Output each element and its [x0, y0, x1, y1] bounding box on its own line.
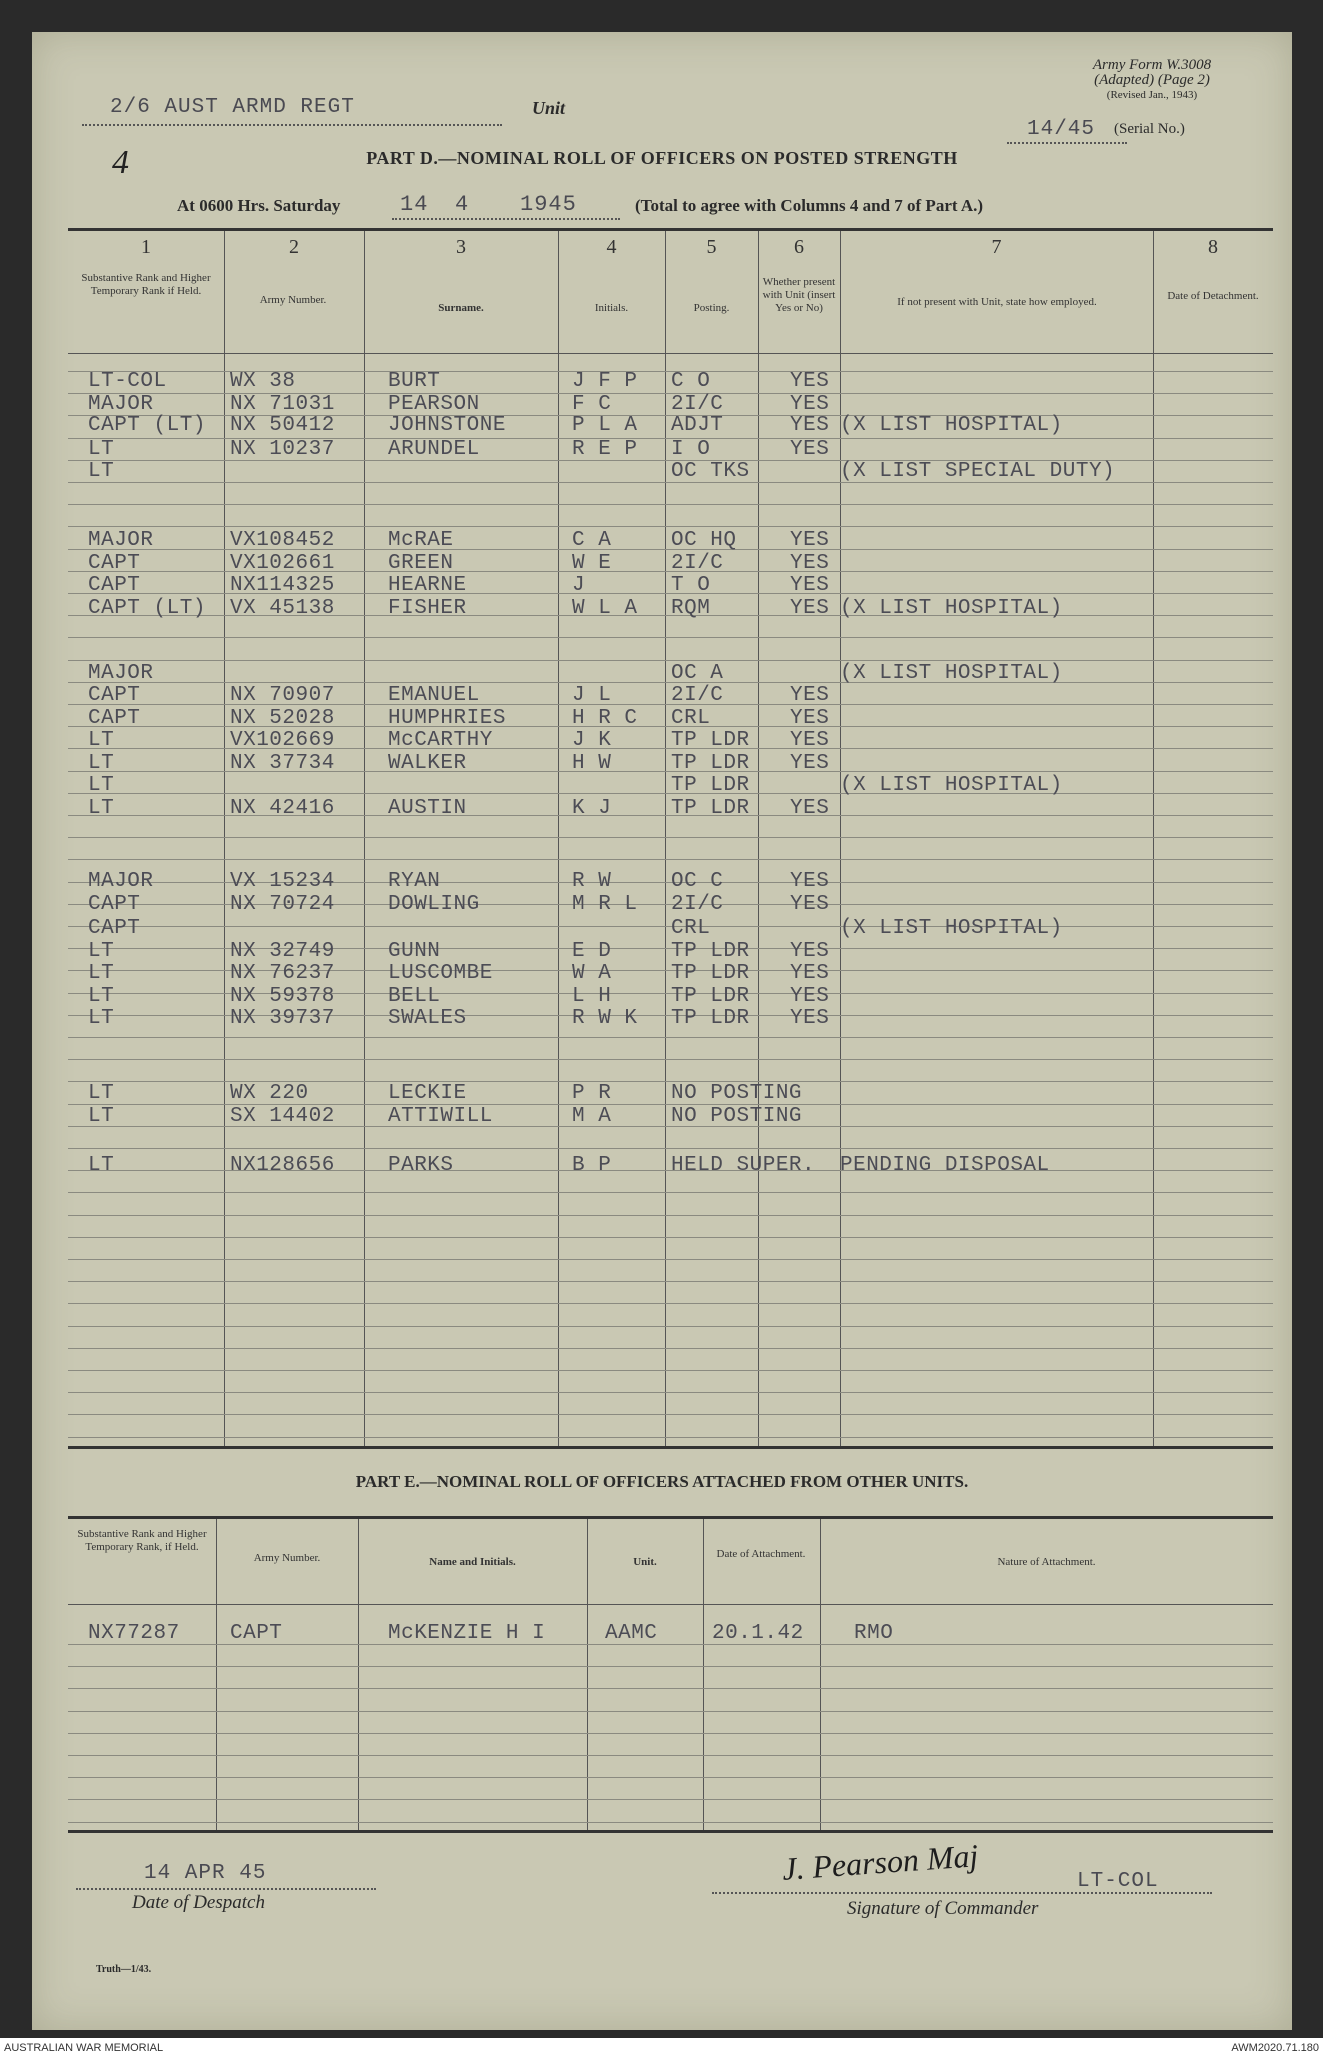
- date-line: [392, 218, 620, 220]
- pe-cell: McKENZIE H I: [388, 1622, 546, 1645]
- col-number: 1: [141, 236, 151, 258]
- part-e-bottom-rule: [68, 1830, 1273, 1833]
- cell-num: SX 14402: [230, 1105, 335, 1128]
- cell-num: WX 220: [230, 1082, 309, 1105]
- cell-surname: FISHER: [388, 597, 467, 620]
- cell-num: NX 37734: [230, 752, 335, 775]
- ruled-line: [68, 1755, 1273, 1756]
- ruled-line: [68, 1733, 1273, 1734]
- cell-num: NX 59378: [230, 985, 335, 1008]
- cell-employed: (X LIST HOSPITAL): [840, 774, 1063, 797]
- cell-rank: LT: [88, 1082, 115, 1105]
- cell-rank: LT: [88, 1154, 115, 1177]
- cell-init: J L: [572, 684, 612, 707]
- cell-rank: LT: [88, 985, 115, 1008]
- col-number: 3: [456, 236, 466, 258]
- col-header-army-number: Army Number.: [259, 294, 327, 306]
- form-id-block: [1032, 58, 1272, 103]
- caption-bar: [0, 2038, 1323, 2061]
- cell-posting: 2I/C: [671, 552, 724, 575]
- cell-surname: AUSTIN: [388, 797, 467, 820]
- col-divider: [364, 231, 365, 1446]
- cell-rank: CAPT: [88, 574, 141, 597]
- col-divider: [216, 1519, 217, 1830]
- col-number: 2: [289, 236, 299, 258]
- cell-posting: TP LDR: [671, 1007, 750, 1030]
- cell-num: VX102669: [230, 729, 335, 752]
- form-adapted: (Adapted) (Page 2): [1094, 72, 1210, 88]
- ruled-line: [68, 1237, 1273, 1238]
- cell-surname: GREEN: [388, 552, 454, 575]
- cell-posting: OC C: [671, 870, 724, 893]
- cell-posting: TP LDR: [671, 752, 750, 775]
- cell-posting: CRL: [671, 707, 711, 730]
- col-number: 4: [606, 236, 617, 258]
- cell-posting: NO POSTING: [671, 1105, 803, 1128]
- col-header-rank: Substantive Rank and Higher Temporary Rank if Held.: [81, 272, 211, 297]
- cell-present: YES: [790, 797, 830, 820]
- cell-rank: LT: [88, 752, 115, 775]
- cell-num: NX 42416: [230, 797, 335, 820]
- pe-header-name: Name and Initials.: [429, 1556, 516, 1568]
- cell-rank: MAJOR: [88, 662, 154, 685]
- cell-init: H R C: [572, 707, 638, 730]
- col-number: 6: [794, 236, 804, 258]
- cell-posting: TP LDR: [671, 962, 750, 985]
- cell-present: YES: [790, 1007, 830, 1030]
- cell-surname: WALKER: [388, 752, 467, 775]
- cell-present: YES: [790, 962, 830, 985]
- cell-present: YES: [790, 707, 830, 730]
- ruled-line: [68, 660, 1273, 661]
- cell-rank: LT: [88, 1105, 115, 1128]
- cell-posting: TP LDR: [671, 797, 750, 820]
- cell-posting: T O: [671, 574, 711, 597]
- ruled-line: [68, 504, 1273, 505]
- cell-init: B P: [572, 1154, 612, 1177]
- cell-num: VX102661: [230, 552, 335, 575]
- cell-present: YES: [790, 870, 830, 893]
- cell-num: NX 10237: [230, 438, 335, 461]
- cell-present: YES: [790, 552, 830, 575]
- ruled-line: [68, 1666, 1273, 1667]
- cell-surname: LECKIE: [388, 1082, 467, 1105]
- cell-present: YES: [790, 729, 830, 752]
- cell-surname: PEARSON: [388, 393, 480, 416]
- col-divider: [758, 231, 759, 1446]
- pe-cell: RMO: [854, 1622, 894, 1645]
- cell-init: R W K: [572, 1007, 638, 1030]
- pe-header-nature: Nature of Attachment.: [997, 1556, 1096, 1568]
- cell-rank: LT: [88, 729, 115, 752]
- cell-present: YES: [790, 574, 830, 597]
- cell-rank: CAPT (LT): [88, 597, 206, 620]
- header-rule: [68, 353, 1273, 354]
- unit-label: Unit: [532, 98, 566, 118]
- signature: J. Pearson Maj: [780, 1837, 980, 1887]
- ruled-line: [68, 1059, 1273, 1060]
- cell-num: NX 70907: [230, 684, 335, 707]
- cell-present: YES: [790, 752, 830, 775]
- serial-label: (Serial No.): [1114, 121, 1185, 137]
- ruled-line: [68, 837, 1273, 838]
- handwritten-mark: 4: [112, 144, 129, 181]
- col-divider: [224, 231, 225, 1446]
- ruled-line: [68, 1148, 1273, 1149]
- cell-present: YES: [790, 393, 830, 416]
- cell-rank: CAPT: [88, 707, 141, 730]
- cell-employed: (X LIST HOSPITAL): [840, 917, 1063, 940]
- ruled-line: [68, 1259, 1273, 1260]
- cell-surname: EMANUEL: [388, 684, 480, 707]
- col-divider: [1153, 231, 1154, 1446]
- cell-posting: ADJT: [671, 414, 724, 437]
- cell-surname: ATTIWILL: [388, 1105, 493, 1128]
- ruled-line: [68, 1777, 1273, 1778]
- cell-surname: McRAE: [388, 529, 454, 552]
- ruled-line: [68, 1711, 1273, 1712]
- pe-cell: CAPT: [230, 1622, 283, 1645]
- cell-num: WX 38: [230, 370, 296, 393]
- print-code: Truth—1/43.: [96, 1964, 152, 1975]
- at-line-prefix: At 0600 Hrs. Saturday: [177, 196, 341, 215]
- cell-employed: (X LIST SPECIAL DUTY): [840, 460, 1116, 483]
- col-header-detachment: Date of Detachment.: [1167, 290, 1259, 302]
- cell-num: NX128656: [230, 1154, 335, 1177]
- form-title: Army Form W.3008: [1092, 57, 1212, 73]
- cell-present: YES: [790, 529, 830, 552]
- col-header-surname: Surname.: [438, 302, 484, 314]
- serial-value: 14/45: [1027, 118, 1096, 141]
- cell-rank: CAPT (LT): [88, 414, 206, 437]
- col-header-employed: If not present with Unit, state how employed.: [897, 296, 1097, 308]
- cell-posting: 2I/C: [671, 684, 724, 707]
- ruled-line: [68, 526, 1273, 527]
- cell-init: M R L: [572, 893, 638, 916]
- despatch-label: Date of Despatch: [132, 1892, 265, 1913]
- cell-surname: McCARTHY: [388, 729, 493, 752]
- cell-init: F C: [572, 393, 612, 416]
- cell-surname: HUMPHRIES: [388, 707, 506, 730]
- cell-init: J K: [572, 729, 612, 752]
- cell-init: W L A: [572, 597, 638, 620]
- cell-posting: TP LDR: [671, 985, 750, 1008]
- cell-num: VX108452: [230, 529, 335, 552]
- signature-label: Signature of Commander: [847, 1898, 1039, 1919]
- cell-present: YES: [790, 370, 830, 393]
- cell-present: YES: [790, 893, 830, 916]
- cell-init: E D: [572, 940, 612, 963]
- ruled-line: [68, 1037, 1273, 1038]
- cell-posting: TP LDR: [671, 729, 750, 752]
- form-page: [32, 32, 1292, 2030]
- col-header-present: Whether present with Unit (insert Yes or No): [762, 276, 836, 314]
- ruled-line: [68, 1326, 1273, 1327]
- table-bottom-rule: [68, 1446, 1273, 1449]
- col-divider: [665, 231, 666, 1446]
- cell-init: L H: [572, 985, 612, 1008]
- cell-surname: GUNN: [388, 940, 441, 963]
- cell-present: YES: [790, 684, 830, 707]
- signature-rank: LT-COL: [1077, 1870, 1159, 1893]
- cell-surname: HEARNE: [388, 574, 467, 597]
- at-line-suffix: (Total to agree with Columns 4 and 7 of Part A.): [635, 196, 984, 215]
- cell-num: VX 15234: [230, 870, 335, 893]
- cell-surname: LUSCOMBE: [388, 962, 493, 985]
- cell-rank: LT: [88, 962, 115, 985]
- ruled-line: [68, 1370, 1273, 1371]
- cell-posting: OC HQ: [671, 529, 737, 552]
- ruled-line: [68, 1348, 1273, 1349]
- cell-posting: OC A: [671, 662, 724, 685]
- despatch-line: [76, 1888, 376, 1890]
- cell-present: YES: [790, 985, 830, 1008]
- caption-left: AUSTRALIAN WAR MEMORIAL: [4, 2042, 164, 2054]
- cell-posting: 2I/C: [671, 393, 724, 416]
- cell-surname: JOHNSTONE: [388, 414, 506, 437]
- cell-employed: (X LIST HOSPITAL): [840, 597, 1063, 620]
- ruled-line: [68, 637, 1273, 638]
- cell-posting: HELD SUPER.: [671, 1154, 816, 1177]
- col-header-posting: Posting.: [693, 302, 730, 314]
- cell-surname: RYAN: [388, 870, 441, 893]
- pe-header-rank: Substantive Rank and Higher Temporary Rank, if Held.: [77, 1528, 207, 1553]
- cell-surname: BURT: [388, 370, 441, 393]
- ruled-line: [68, 1688, 1273, 1689]
- table-top-rule: [68, 228, 1273, 231]
- cell-init: J F P: [572, 370, 638, 393]
- cell-surname: DOWLING: [388, 893, 480, 916]
- cell-posting: NO POSTING: [671, 1082, 803, 1105]
- cell-num: NX 39737: [230, 1007, 335, 1030]
- ruled-line: [68, 1303, 1273, 1304]
- cell-rank: MAJOR: [88, 393, 154, 416]
- ruled-line: [68, 1392, 1273, 1393]
- cell-posting: C O: [671, 370, 711, 393]
- col-number: 7: [991, 236, 1002, 258]
- cell-num: NX 70724: [230, 893, 335, 916]
- pe-cell: AAMC: [605, 1622, 658, 1645]
- pe-header-date: Date of Attachment.: [716, 1548, 806, 1560]
- cell-num: NX 32749: [230, 940, 335, 963]
- cell-present: YES: [790, 438, 830, 461]
- cell-surname: ARUNDEL: [388, 438, 480, 461]
- cell-rank: CAPT: [88, 893, 141, 916]
- cell-posting: CRL: [671, 917, 711, 940]
- date-day: 14: [400, 192, 429, 217]
- cell-present: YES: [790, 597, 830, 620]
- pe-header-unit: Unit.: [633, 1556, 657, 1568]
- despatch-value: 14 APR 45: [144, 1862, 267, 1885]
- unit-value: 2/6 AUST ARMD REGT: [110, 96, 355, 119]
- cell-rank: LT: [88, 774, 115, 797]
- cell-rank: LT: [88, 940, 115, 963]
- col-number: 5: [706, 236, 717, 258]
- cell-num: NX 76237: [230, 962, 335, 985]
- date-year: 1945: [520, 192, 577, 217]
- cell-present: YES: [790, 940, 830, 963]
- cell-rank: LT: [88, 1007, 115, 1030]
- ruled-line: [68, 1215, 1273, 1216]
- pe-header-army-number: Army Number.: [253, 1552, 321, 1564]
- part-e-header-rule: [68, 1604, 1273, 1605]
- cell-rank: LT: [88, 460, 115, 483]
- cell-posting: TP LDR: [671, 774, 750, 797]
- col-number: 8: [1208, 236, 1218, 258]
- caption-right: AWM2020.71.180: [1231, 2042, 1319, 2054]
- form-revised: (Revised Jan., 1943): [1106, 89, 1198, 101]
- cell-init: J: [572, 574, 586, 597]
- part-e-top-rule: [68, 1516, 1273, 1519]
- cell-init: W A: [572, 962, 612, 985]
- part-d-title: PART D.—NOMINAL ROLL OF OFFICERS ON POSTED STRENGTH: [366, 148, 958, 168]
- part-e-title: PART E.—NOMINAL ROLL OF OFFICERS ATTACHED FROM OTHER UNITS.: [355, 1472, 969, 1491]
- cell-init: K J: [572, 797, 612, 820]
- cell-rank: LT: [88, 438, 115, 461]
- ruled-line: [68, 1437, 1273, 1438]
- cell-posting: RQM: [671, 597, 711, 620]
- pe-cell: NX77287: [88, 1622, 180, 1645]
- cell-rank: CAPT: [88, 552, 141, 575]
- cell-num: VX 45138: [230, 597, 335, 620]
- cell-rank: LT: [88, 797, 115, 820]
- cell-surname: SWALES: [388, 1007, 467, 1030]
- cell-employed: PENDING DISPOSAL: [840, 1154, 1050, 1177]
- cell-init: R W: [572, 870, 612, 893]
- cell-posting: OC TKS: [671, 460, 750, 483]
- cell-init: W E: [572, 552, 612, 575]
- cell-posting: TP LDR: [671, 940, 750, 963]
- cell-num: NX 52028: [230, 707, 335, 730]
- cell-init: C A: [572, 529, 612, 552]
- cell-surname: BELL: [388, 985, 441, 1008]
- date-month: 4: [455, 192, 470, 217]
- cell-rank: CAPT: [88, 684, 141, 707]
- ruled-line: [68, 1414, 1273, 1415]
- col-divider: [703, 1519, 704, 1830]
- col-divider: [558, 231, 559, 1446]
- cell-init: P R: [572, 1082, 612, 1105]
- cell-employed: (X LIST HOSPITAL): [840, 662, 1063, 685]
- cell-rank: LT-COL: [88, 370, 167, 393]
- ruled-line: [68, 1192, 1273, 1193]
- cell-num: NX 71031: [230, 393, 335, 416]
- signature-line: [712, 1892, 1212, 1894]
- cell-num: NX 50412: [230, 414, 335, 437]
- cell-num: NX114325: [230, 574, 335, 597]
- ruled-line: [68, 1799, 1273, 1800]
- cell-init: H W: [572, 752, 612, 775]
- cell-init: R E P: [572, 438, 638, 461]
- cell-rank: MAJOR: [88, 870, 154, 893]
- cell-init: M A: [572, 1105, 612, 1128]
- ruled-line: [68, 1822, 1273, 1823]
- ruled-line: [68, 1281, 1273, 1282]
- cell-init: P L A: [572, 414, 638, 437]
- cell-posting: 2I/C: [671, 893, 724, 916]
- cell-employed: (X LIST HOSPITAL): [840, 414, 1063, 437]
- cell-present: YES: [790, 414, 830, 437]
- cell-rank: MAJOR: [88, 529, 154, 552]
- pe-cell: 20.1.42: [712, 1622, 804, 1645]
- ruled-line: [68, 859, 1273, 860]
- cell-rank: CAPT: [88, 917, 141, 940]
- col-header-initials: Initials.: [594, 302, 629, 314]
- cell-posting: I O: [671, 438, 711, 461]
- cell-surname: PARKS: [388, 1154, 454, 1177]
